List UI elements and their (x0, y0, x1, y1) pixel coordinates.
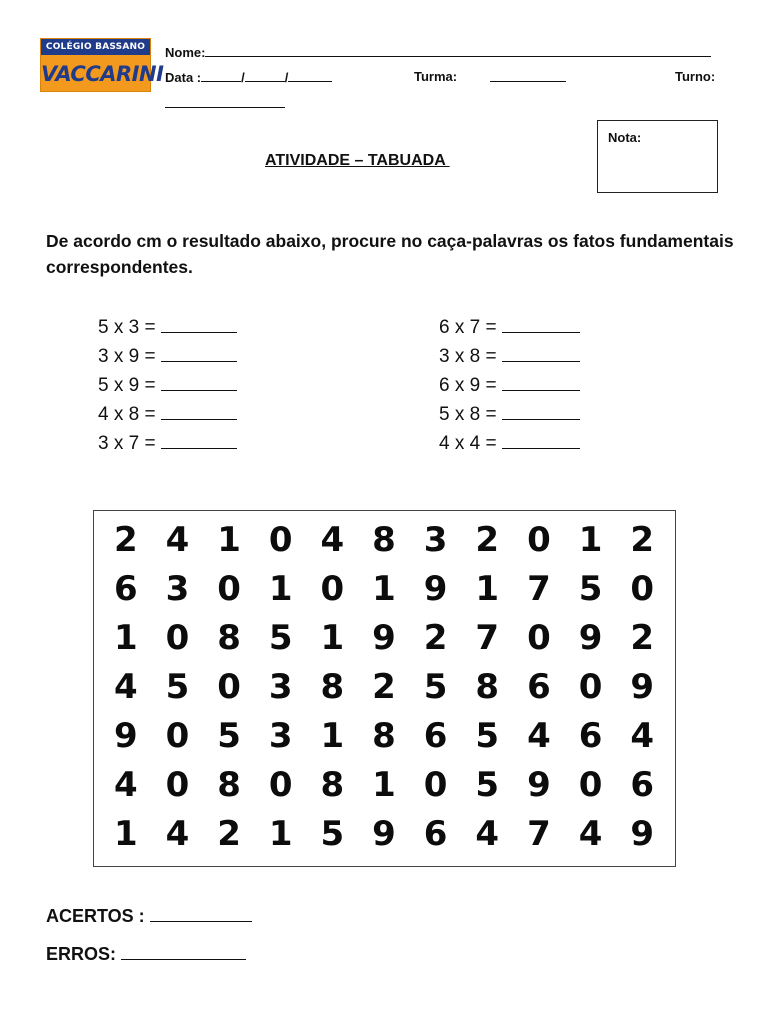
word-search-box (93, 510, 676, 867)
grid-cell[interactable]: 6 (527, 667, 551, 707)
grid-cell[interactable]: 0 (165, 765, 190, 805)
grid-cell[interactable]: 6 (630, 765, 655, 805)
grid-cell[interactable]: 9 (423, 569, 448, 609)
grid-cell[interactable]: 9 (630, 667, 655, 707)
grid-cell[interactable]: 5 (475, 716, 500, 756)
logo-main-text: VACCARINI (41, 62, 164, 86)
name-field[interactable] (205, 44, 711, 57)
grid-cell[interactable]: 8 (320, 765, 345, 805)
grid-cell[interactable]: 0 (578, 765, 603, 805)
date-row (165, 69, 332, 86)
class-row (490, 69, 566, 86)
grid-cell[interactable]: 3 (423, 520, 448, 560)
answer-field[interactable] (502, 433, 580, 449)
date-year-field[interactable] (288, 69, 332, 82)
date-day-field[interactable] (201, 69, 241, 82)
grid-cell[interactable]: 0 (268, 520, 293, 560)
grid-cell[interactable]: 4 (113, 765, 138, 805)
grid-cell[interactable]: 5 (578, 569, 603, 609)
grid-cell[interactable]: 8 (320, 667, 345, 707)
equation-right-5 (439, 433, 580, 455)
answer-field[interactable] (502, 404, 580, 420)
shift-label: Turno: (675, 69, 716, 84)
grid-cell[interactable]: 1 (217, 520, 241, 560)
class-field[interactable] (490, 69, 566, 82)
grid-cell[interactable]: 9 (372, 814, 396, 854)
equation-left-4 (98, 404, 237, 426)
hits-field[interactable] (150, 906, 252, 922)
date-label: Data : (165, 70, 202, 85)
grid-cell[interactable]: 5 (320, 814, 345, 854)
errors-field[interactable] (121, 944, 246, 960)
grid-cell[interactable]: 0 (165, 716, 190, 756)
grid-cell[interactable]: 0 (217, 569, 241, 609)
grid-cell[interactable]: 0 (320, 569, 345, 609)
name-row (165, 44, 711, 61)
grid-cell[interactable]: 3 (268, 716, 293, 756)
date-separator: / (284, 70, 289, 85)
grade-label: Nota: (608, 130, 642, 145)
equation-text: 4 x 4 = (439, 433, 502, 454)
equation-left-2 (98, 346, 237, 368)
equation-left-1 (98, 317, 237, 339)
class-label: Turma: (414, 69, 458, 84)
grid-cell[interactable]: 6 (423, 716, 448, 756)
equation-text: 3 x 7 = (98, 433, 161, 454)
grid-cell[interactable]: 9 (372, 618, 396, 658)
name-label: Nome: (165, 45, 206, 60)
grid-cell[interactable]: 0 (217, 667, 241, 707)
grid-cell[interactable]: 2 (372, 667, 396, 707)
grid-cell[interactable]: 8 (372, 716, 396, 756)
equation-text: 5 x 3 = (98, 317, 161, 338)
grid-cell[interactable]: 1 (113, 814, 138, 854)
grid-cell[interactable]: 1 (578, 520, 603, 560)
grid-cell[interactable]: 1 (475, 569, 500, 609)
shift-field[interactable] (165, 95, 285, 108)
grid-cell[interactable]: 4 (527, 716, 551, 756)
grid-cell[interactable]: 0 (268, 765, 293, 805)
grid-cell[interactable]: 4 (165, 520, 190, 560)
grid-cell[interactable]: 0 (423, 765, 448, 805)
equation-left-5 (98, 433, 237, 455)
answer-field[interactable] (161, 346, 237, 362)
grid-cell[interactable]: 0 (527, 618, 551, 658)
equation-text: 6 x 7 = (439, 317, 502, 338)
grid-cell[interactable]: 5 (268, 618, 293, 658)
grid-cell[interactable]: 4 (165, 814, 190, 854)
equation-text: 6 x 9 = (439, 375, 502, 396)
answer-field[interactable] (502, 375, 580, 391)
page-title: ATIVIDADE – TABUADA (265, 152, 450, 169)
hits-row (46, 906, 252, 927)
equation-text: 5 x 9 = (98, 375, 161, 396)
answer-field[interactable] (161, 317, 237, 333)
equation-text: 5 x 8 = (439, 404, 502, 425)
errors-label: ERROS: (46, 944, 117, 964)
grid-cell[interactable]: 6 (423, 814, 448, 854)
grid-cell[interactable]: 9 (113, 716, 138, 756)
grid-cell[interactable]: 5 (475, 765, 500, 805)
grid-cell[interactable]: 0 (165, 618, 190, 658)
equation-right-1 (439, 317, 580, 339)
word-search-grid (100, 519, 668, 855)
equation-text: 4 x 8 = (98, 404, 161, 425)
answer-field[interactable] (161, 433, 237, 449)
grid-cell[interactable]: 5 (217, 716, 241, 756)
grid-cell[interactable]: 4 (475, 814, 500, 854)
grid-cell[interactable]: 0 (527, 520, 551, 560)
grid-cell[interactable]: 4 (630, 716, 655, 756)
hits-label: ACERTOS : (46, 906, 145, 926)
grid-cell[interactable]: 4 (578, 814, 603, 854)
equation-right-2 (439, 346, 580, 368)
grid-cell[interactable]: 8 (475, 667, 500, 707)
grid-cell[interactable]: 0 (630, 569, 655, 609)
school-logo (40, 38, 164, 92)
grid-cell[interactable]: 1 (268, 814, 293, 854)
grid-cell[interactable]: 7 (527, 569, 551, 609)
answer-field[interactable] (161, 375, 237, 391)
grid-cell[interactable]: 9 (630, 814, 655, 854)
grid-cell[interactable]: 3 (268, 667, 293, 707)
date-month-field[interactable] (245, 69, 285, 82)
equation-right-3 (439, 375, 580, 397)
grid-cell[interactable]: 2 (423, 618, 448, 658)
grid-cell[interactable]: 8 (217, 618, 241, 658)
equation-text: 3 x 8 = (439, 346, 502, 367)
grid-cell[interactable]: 2 (475, 520, 500, 560)
grid-cell[interactable]: 2 (630, 520, 655, 560)
date-separator: / (241, 70, 245, 85)
grid-cell[interactable]: 1 (320, 716, 345, 756)
equation-text: 3 x 9 = (98, 346, 161, 367)
grade-box[interactable] (597, 120, 718, 193)
instructions: De acordo cm o resultado abaixo, procure no caça-palavras os fatos fundamentais correspondentes. (46, 231, 734, 277)
logo-top-text: COLÉGIO BASSANO (41, 39, 150, 55)
grid-cell[interactable]: 7 (475, 618, 500, 658)
grid-cell[interactable]: 1 (113, 618, 138, 658)
grid-cell[interactable]: 9 (578, 618, 603, 658)
equation-right-4 (439, 404, 580, 426)
grid-cell[interactable]: 5 (423, 667, 448, 707)
grid-cell[interactable]: 2 (217, 814, 241, 854)
grid-cell[interactable]: 4 (113, 667, 138, 707)
grid-cell[interactable]: 2 (630, 618, 655, 658)
answer-field[interactable] (502, 317, 580, 333)
grid-cell[interactable]: 1 (320, 618, 345, 658)
grid-cell[interactable]: 3 (165, 569, 190, 609)
shift-row (165, 95, 285, 112)
grid-cell[interactable]: 4 (320, 520, 345, 560)
grid-cell[interactable]: 8 (217, 765, 241, 805)
grid-cell[interactable]: 7 (527, 814, 551, 854)
answer-field[interactable] (502, 346, 580, 362)
grid-cell[interactable]: 5 (165, 667, 190, 707)
answer-field[interactable] (161, 404, 237, 420)
grid-cell[interactable]: 2 (113, 520, 138, 560)
grid-cell[interactable]: 8 (372, 520, 396, 560)
equation-left-3 (98, 375, 237, 397)
grid-cell[interactable]: 1 (372, 765, 396, 805)
grid-cell[interactable]: 6 (113, 569, 138, 609)
errors-row (46, 944, 246, 965)
grid-cell[interactable]: 6 (578, 716, 603, 756)
grid-cell[interactable]: 9 (527, 765, 551, 805)
grid-cell[interactable]: 1 (372, 569, 396, 609)
grid-cell[interactable]: 0 (578, 667, 603, 707)
grid-cell[interactable]: 1 (268, 569, 293, 609)
